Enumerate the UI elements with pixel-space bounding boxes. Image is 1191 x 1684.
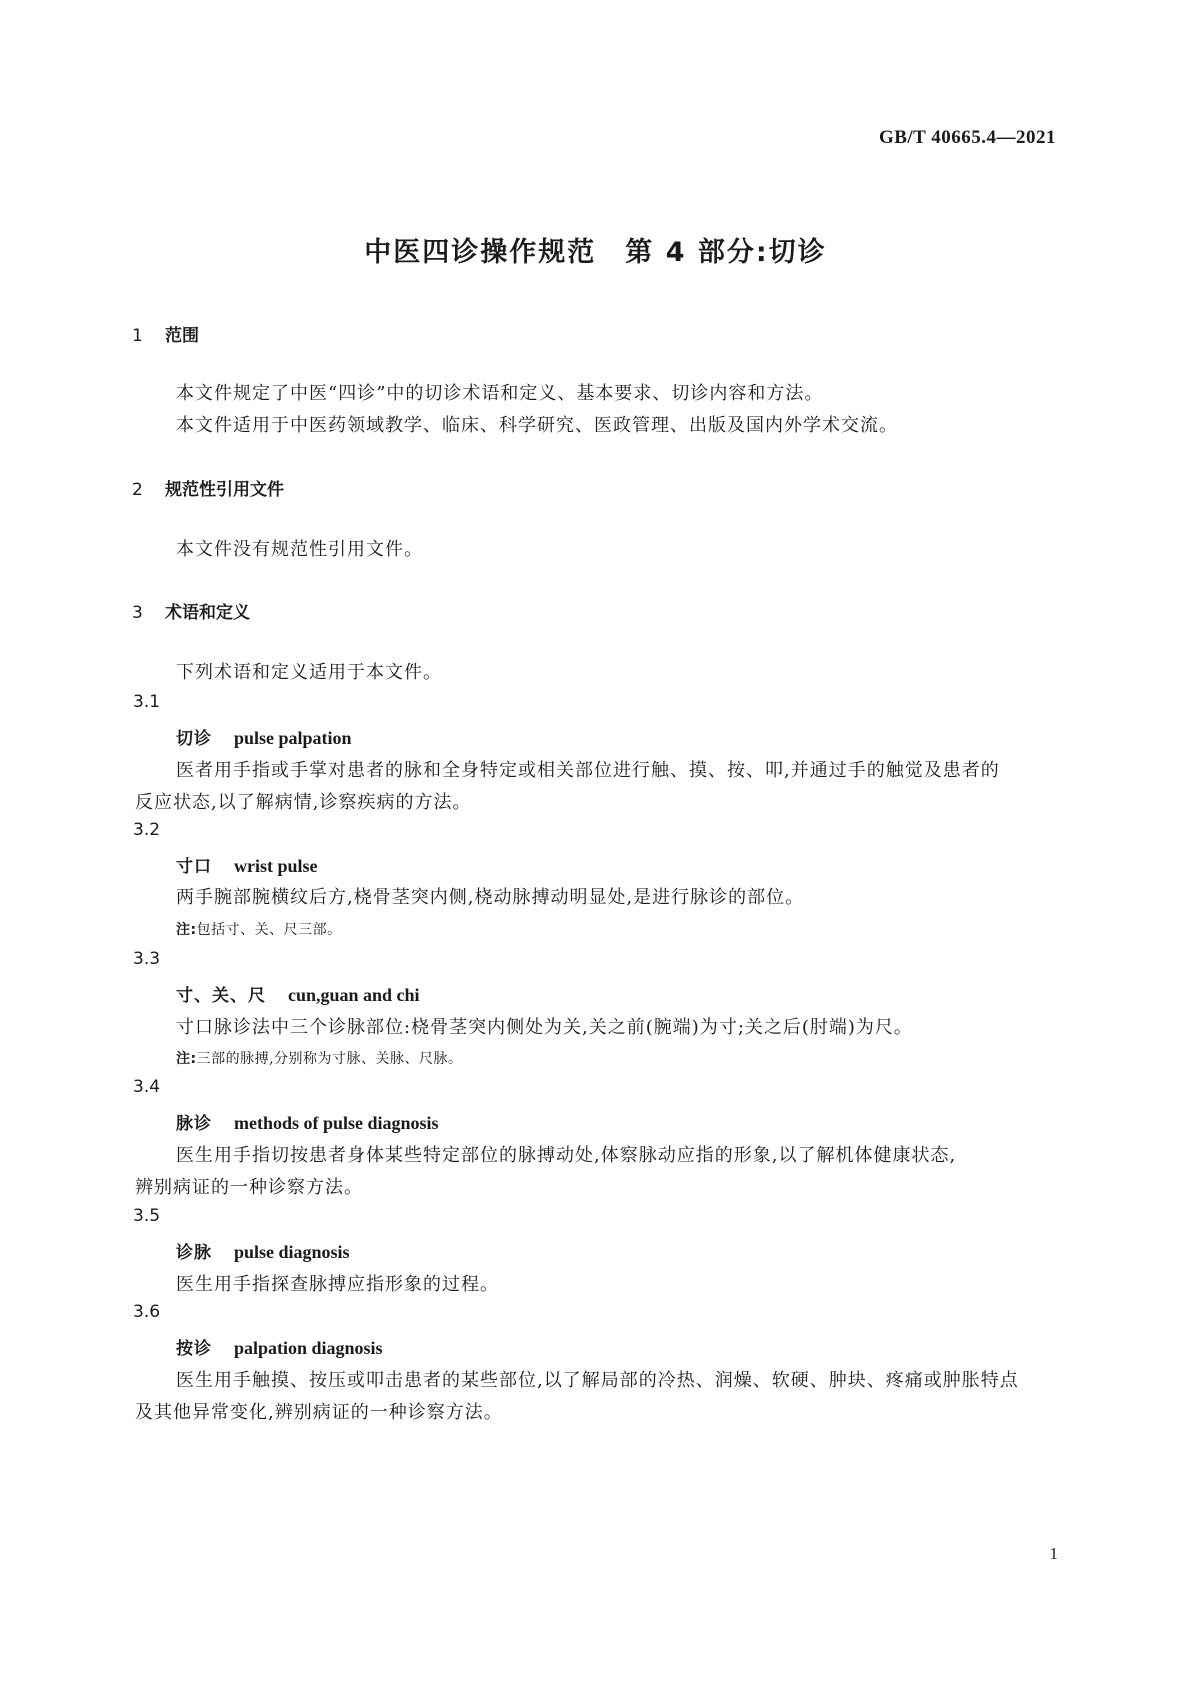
- section-title: 规范性引用文件: [165, 480, 284, 500]
- definition-line: 医者用手指或手掌对患者的脉和全身特定或相关部位进行触、摸、按、叩,并通过手的触觉及患者的: [176, 760, 1000, 781]
- paragraph: 本文件没有规范性引用文件。: [176, 539, 423, 560]
- definition-line: 反应状态,以了解病情,诊察疾病的方法。: [135, 792, 472, 813]
- note: [176, 1048, 463, 1068]
- definition-line: 及其他异常变化,辨别病证的一种诊察方法。: [135, 1402, 503, 1423]
- paragraph: 本文件适用于中医药领域教学、临床、科学研究、医政管理、出版及国内外学术交流。: [176, 415, 898, 436]
- definition-line: 辨别病证的一种诊察方法。: [135, 1177, 363, 1198]
- paragraph: 下列术语和定义适用于本文件。: [176, 662, 442, 683]
- note-lead: 注:: [176, 1051, 197, 1067]
- document-title: 中医四诊操作规范 第 4 部分:切诊: [364, 237, 827, 268]
- term-entry: [176, 1238, 350, 1263]
- clause-number: 3.6: [133, 1302, 161, 1322]
- section-title: 术语和定义: [165, 603, 250, 623]
- term-entry: [176, 724, 352, 749]
- clause-number: 3.4: [133, 1077, 161, 1097]
- definition-line: 医生用手指探查脉搏应指形象的过程。: [176, 1274, 499, 1295]
- clause-number: 3.1: [133, 692, 161, 712]
- term-zh: 寸口: [176, 857, 212, 877]
- section-heading-scope: [132, 321, 199, 346]
- section-heading-terms-definitions: [132, 598, 250, 623]
- section-title: 范围: [165, 326, 199, 346]
- term-zh: 诊脉: [176, 1243, 212, 1263]
- note: [176, 919, 342, 939]
- definition-line: 医生用手指切按患者身体某些特定部位的脉搏动处,体察脉动应指的形象,以了解机体健康状态,: [176, 1145, 957, 1166]
- paragraph: 本文件规定了中医“四诊”中的切诊术语和定义、基本要求、切诊内容和方法。: [176, 383, 824, 404]
- page-number: 1: [1049, 1544, 1058, 1563]
- term-en: palpation diagnosis: [234, 1338, 383, 1358]
- term-zh: 切诊: [176, 729, 212, 749]
- term-en: wrist pulse: [234, 856, 318, 876]
- term-en: methods of pulse diagnosis: [234, 1113, 439, 1133]
- term-entry: [176, 852, 318, 877]
- term-en: pulse palpation: [234, 728, 352, 748]
- term-zh: 按诊: [176, 1339, 212, 1359]
- note-text: 三部的脉搏,分别称为寸脉、关脉、尺脉。: [196, 1051, 463, 1067]
- term-zh: 脉诊: [176, 1114, 212, 1134]
- term-entry: [176, 1334, 383, 1359]
- clause-number: 3.2: [133, 820, 161, 840]
- definition-line: 寸口脉诊法中三个诊脉部位:桡骨茎突内侧处为关,关之前(腕端)为寸;关之后(肘端)为尺。: [176, 1017, 913, 1038]
- clause-number: 3.3: [133, 949, 161, 969]
- section-heading-normative-references: [132, 475, 284, 500]
- term-en: cun,guan and chi: [288, 985, 420, 1005]
- definition-line: 两手腕部腕横纹后方,桡骨茎突内侧,桡动脉搏动明显处,是进行脉诊的部位。: [176, 887, 805, 908]
- section-number: 3: [132, 603, 143, 623]
- section-number: 2: [132, 480, 143, 500]
- note-lead: 注:: [176, 922, 197, 938]
- term-zh: 寸、关、尺: [176, 986, 266, 1006]
- standard-code: GB/T 40665.4—2021: [878, 127, 1056, 148]
- term-en: pulse diagnosis: [234, 1242, 350, 1262]
- term-entry: [176, 981, 420, 1006]
- term-entry: [176, 1109, 439, 1134]
- clause-number: 3.5: [133, 1206, 161, 1226]
- note-text: 包括寸、关、尺三部。: [196, 922, 342, 938]
- section-number: 1: [132, 326, 143, 346]
- definition-line: 医生用手触摸、按压或叩击患者的某些部位,以了解局部的冷热、润燥、软硬、肿块、疼痛或肿胀特点: [176, 1370, 1019, 1391]
